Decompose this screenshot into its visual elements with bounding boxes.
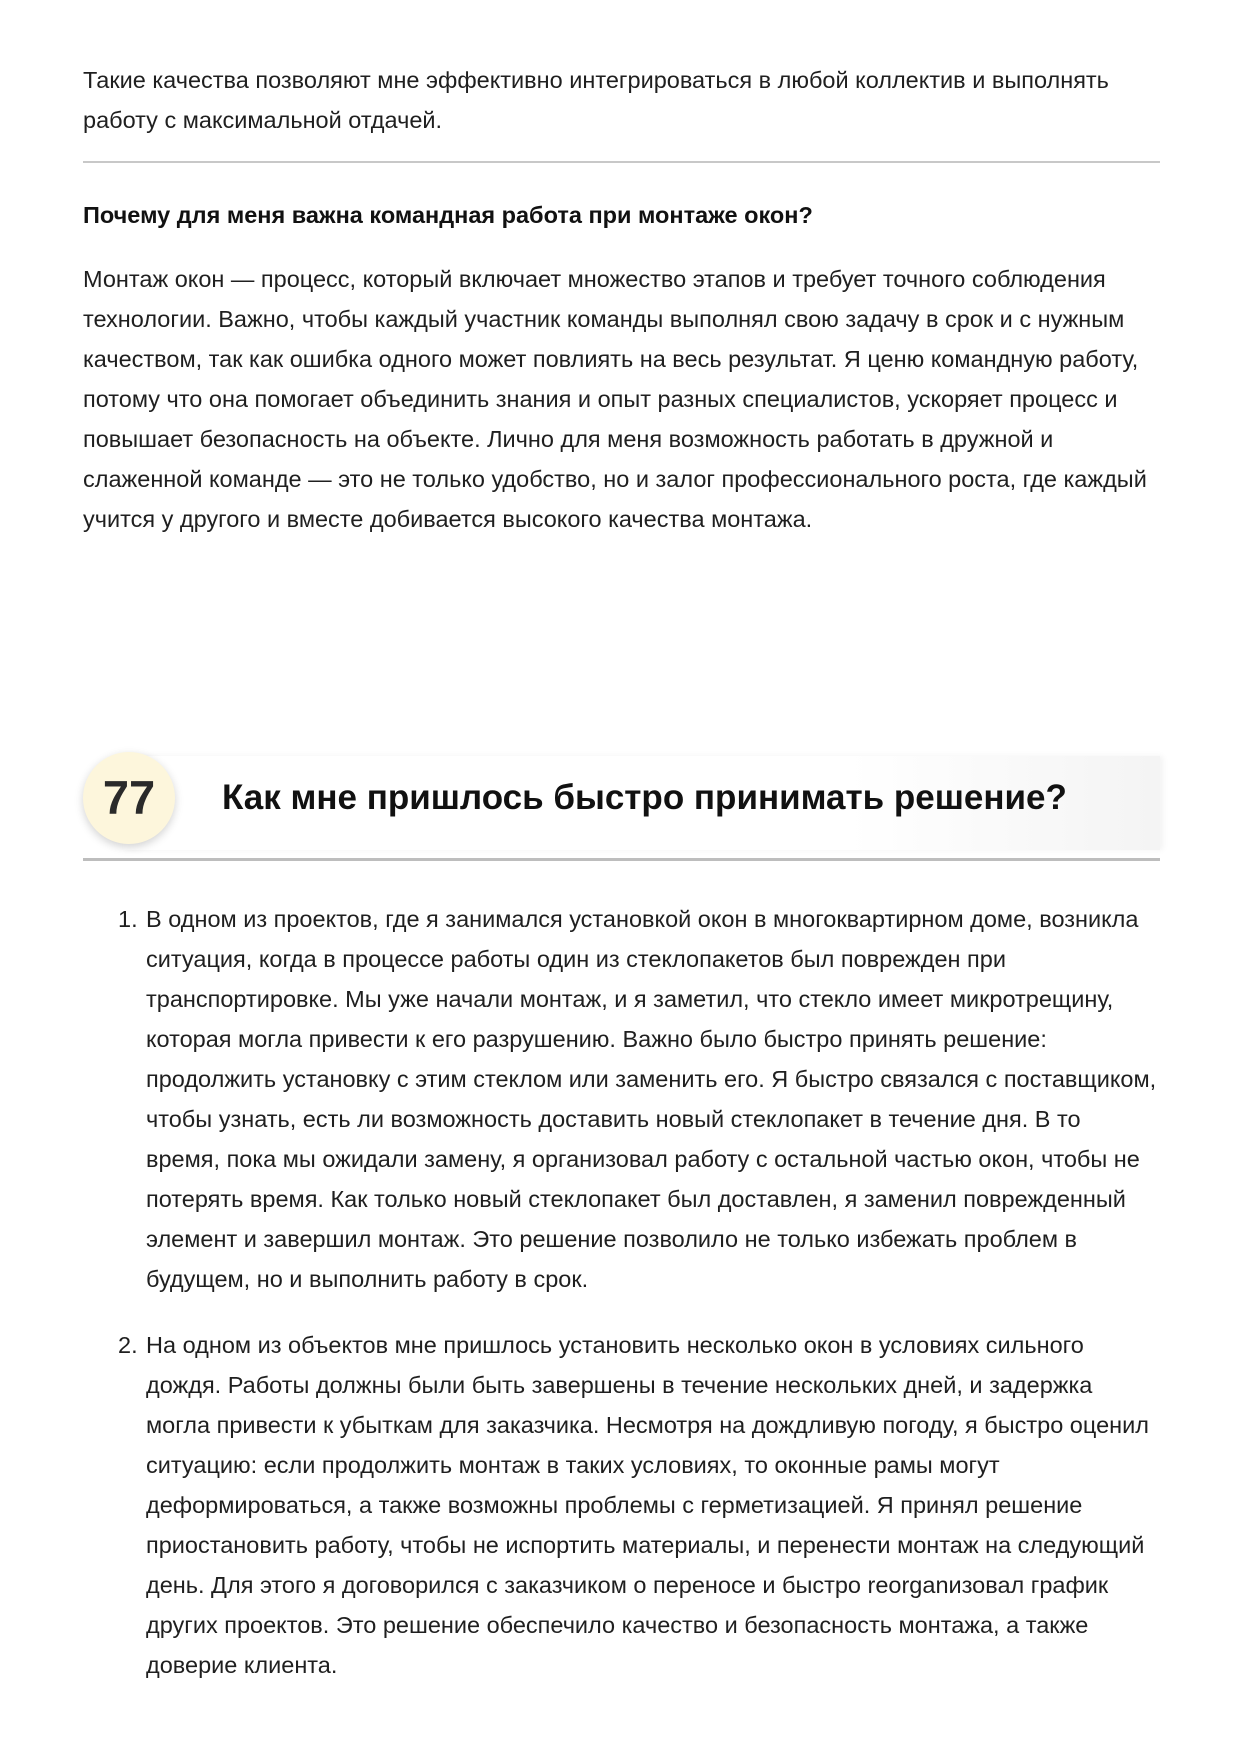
teamwork-paragraph: Монтаж окон — процесс, который включает множество этапов и требует точного соблюдения технологии. Важно, чтобы каждый участник команды выполнял свою задачу в срок и с нужным качеством, так как ошибка одного может повлиять на весь результат. Я ценю командную работу, потому что она помогает объединить знания и опыт разных специалистов, ускоряет процесс и повышает безопасность на объекте. Лично для меня возможность работать в дружной и слаженной команде — это не только удобство, но и залог профессионального роста, где каждый учится у другого и вместе добивается высокого качества монтажа. [83, 266, 1147, 532]
intro-paragraph: Такие качества позволяют мне эффективно интегрироваться в любой коллектив и выполнять работу с максимальной отдачей. [83, 67, 1109, 133]
list-item-number: 1. [118, 906, 138, 932]
question-number-badge: 77 [83, 752, 175, 844]
section-title: Как мне пришлось быстро принимать решение? [222, 778, 1067, 817]
teamwork-heading: Почему для меня важна командная работа при монтаже окон? [83, 202, 813, 228]
section-header [83, 752, 1160, 860]
section-divider [83, 858, 1160, 861]
list-item [83, 899, 1160, 1299]
list-item-text: В одном из проектов, где я занимался установкой окон в многоквартирном доме, возникла ситуация, когда в процессе работы один из стеклопакетов был поврежден при транспортировке. Мы уже начали монтаж, и я заметил, что стекло имеет микротрещину, которая могла привести к его разрушению. Важно было быстро принять решение: продолжить установку с этим стеклом или заменить его. Я быстро связался с поставщиком, чтобы узнать, есть ли возможность доставить новый стеклопакет в течение дня. В то время, пока мы ожидали замену, я организовал работу с остальной частью окон, чтобы не потерять время. Как только новый стеклопакет был доставлен, я заменил поврежденный элемент и завершил монтаж. Это решение позволило не только избежать проблем в будущем, но и выполнить работу в срок. [146, 906, 1157, 1292]
list-item-number: 2. [118, 1332, 138, 1358]
list-item [83, 1325, 1160, 1685]
list-item-text: На одном из объектов мне пришлось установить несколько окон в условиях сильного дождя. Работы должны были быть завершены в течение нескольких дней, и задержка могла привести к убыткам для заказчика. Несмотря на дождливую погоду, я быстро оценил ситуацию: если продолжить монтаж в таких условиях, то оконные рамы могут деформироваться, а также возможны проблемы с герметизацией. Я принял решение приостановить работу, чтобы не испортить материалы, и перенести монтаж на следующий день. Для этого я договорился с заказчиком о переносе и быстро reorganизовал график других проектов. Это решение обеспечило качество и безопасность монтажа, а также доверие клиента. [146, 1332, 1149, 1678]
divider [83, 161, 1160, 163]
answer-list [83, 899, 1160, 1711]
